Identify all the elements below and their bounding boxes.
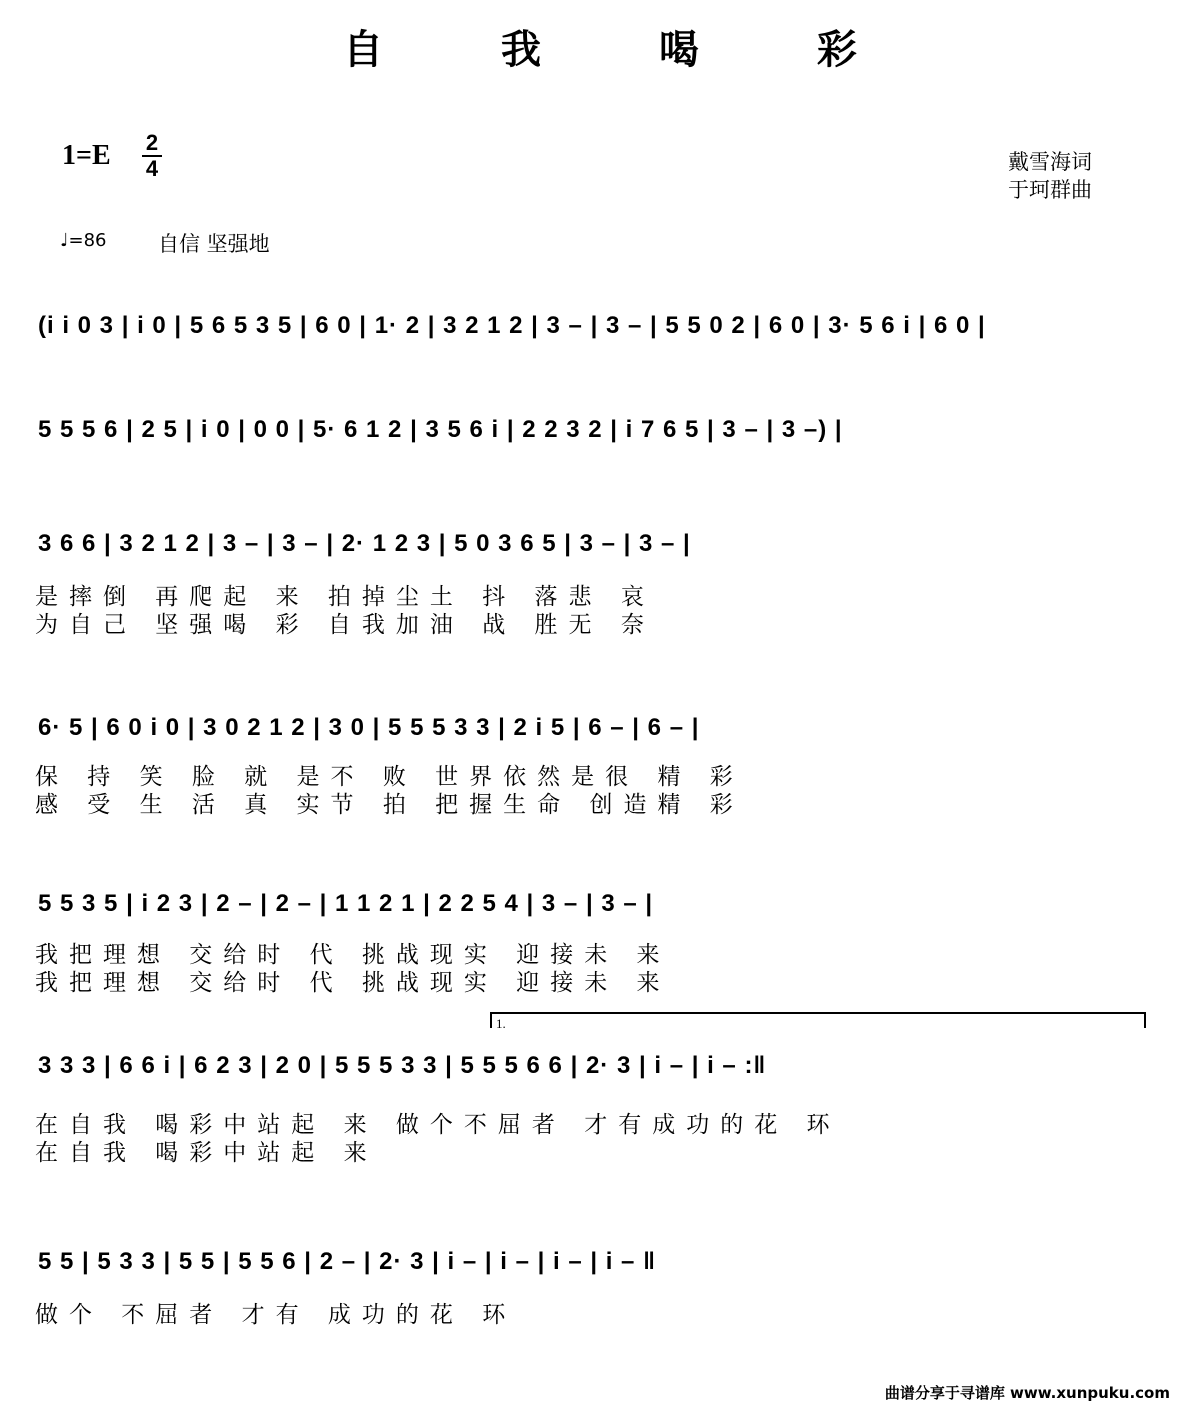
notation-row-6: 3 3 3 | 6 6 i | 6 2 3 | 2 0 | 5 5 5 3 3 | 5 5 5 6 6 | 2· 3 | i – | i – :‖: [38, 1052, 767, 1079]
lyric-row-6-verse-1: 在自我 喝彩中站起 来 做个不屈者 才有成功的花 环: [35, 1112, 841, 1138]
notation-row-5: 5 5 3 5 | i 2 3 | 2 – | 2 – | 1 1 2 1 | 2 2 5 4 | 3 – | 3 – |: [38, 890, 654, 917]
notation-row-7: 5 5 | 5 3 3 | 5 5 | 5 5 6 | 2 – | 2· 3 | i – | i – | i – | i – ‖: [38, 1248, 657, 1275]
meter-top: 2: [145, 130, 159, 155]
lyric-row-7-verse-1: 做个 不屈者 才有 成功的花 环: [35, 1302, 517, 1328]
lyric-row-6-verse-2: 在自我 喝彩中站起 来: [35, 1140, 378, 1166]
meter-bottom: 4: [145, 156, 159, 181]
song-title: 自 我 喝 彩: [343, 26, 909, 73]
notation-row-3: 3 6 6 | 3 2 1 2 | 3 – | 3 – | 2· 1 2 3 | 5 0 3 6 5 | 3 – | 3 – |: [38, 530, 691, 557]
volta-label: 1.: [496, 1016, 506, 1031]
lyric-row-4-verse-2: 感 受 生 活 真 实节 拍 把握生命 创造精 彩: [35, 792, 744, 818]
key-signature: 1=E: [62, 140, 111, 171]
time-signature: [142, 132, 162, 180]
notation-row-2: 5 5 5 6 | 2 5 | i 0 | 0 0 | 5· 6 1 2 | 3 5 6 i | 2 2 3 2 | i 7 6 5 | 3 – | 3 –) |: [38, 416, 843, 443]
lyric-row-5-verse-1: 我把理想 交给时 代 挑战现实 迎接未 来: [35, 942, 671, 968]
watermark-footer: 曲谱分享于寻谱库 www.xunpuku.com: [884, 1384, 1170, 1402]
lyric-row-5-verse-2: 我把理想 交给时 代 挑战现实 迎接未 来: [35, 970, 671, 996]
composer-credit: 于珂群曲: [1008, 178, 1092, 202]
expression-marking: 自信 坚强地: [158, 232, 270, 256]
lyric-row-3-verse-1: 是摔倒 再爬起 来 拍掉尘土 抖 落悲 哀: [35, 584, 655, 610]
lyricist-credit: 戴雪海词: [1008, 150, 1092, 174]
notation-row-4: 6· 5 | 6 0 i 0 | 3 0 2 1 2 | 3 0 | 5 5 5 3 3 | 2 i 5 | 6 – | 6 – |: [38, 714, 700, 741]
volta-bracket: [490, 1012, 1146, 1028]
lyric-row-4-verse-1: 保 持 笑 脸 就 是不 败 世界依然是很 精 彩: [35, 764, 744, 790]
notation-row-1: (i i 0 3 | i 0 | 5 6 5 3 5 | 6 0 | 1· 2 | 3 2 1 2 | 3 – | 3 – | 5 5 0 2 | 6 0 | 3· 5 6 i | 6 0 |: [38, 312, 986, 339]
tempo-marking: ♩=86: [60, 230, 107, 251]
lyric-row-3-verse-2: 为自己 坚强喝 彩 自我加油 战 胜无 奈: [35, 612, 655, 638]
